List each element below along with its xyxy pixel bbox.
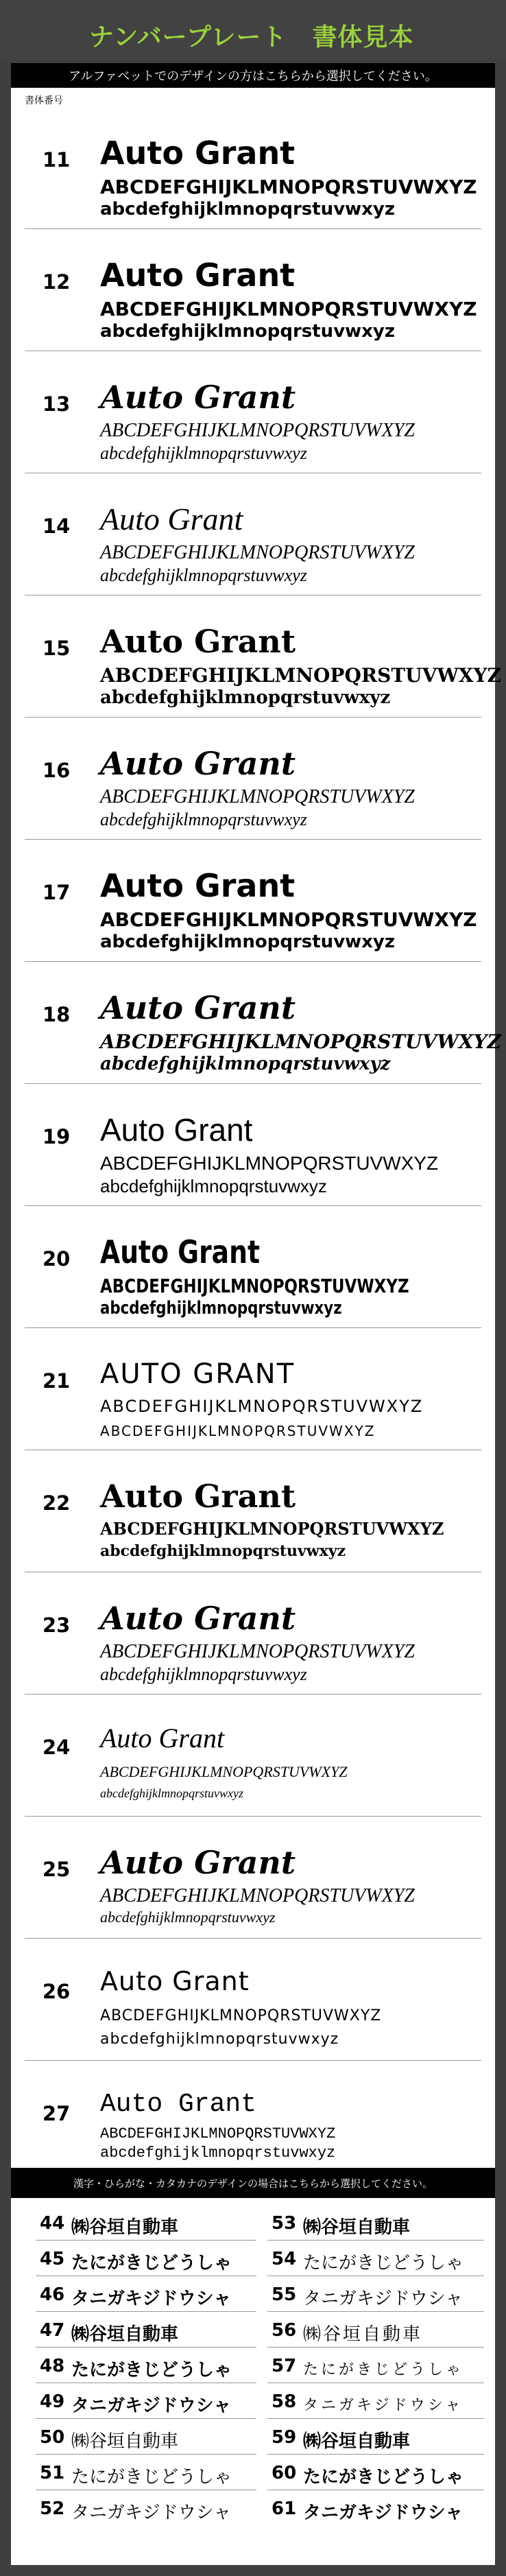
jp-sample: ㈱谷垣自動車 — [303, 2324, 423, 2345]
font-row-16[interactable] — [25, 718, 481, 840]
jp-font-panel — [11, 2198, 495, 2565]
sample-title: Auto Grant — [100, 1844, 296, 1881]
jp-sample: たにがきじどうしゃ — [303, 2253, 464, 2273]
sample-title: Auto Grant — [100, 134, 296, 172]
font-row-20[interactable] — [25, 1206, 481, 1328]
page-header — [0, 0, 506, 60]
jp-sample: タニガキジドウシャ — [71, 2503, 232, 2523]
font-number: 22 — [43, 1491, 71, 1515]
jp-font-row-61[interactable] — [267, 2490, 484, 2526]
font-number: 59 — [272, 2427, 297, 2448]
sample-uppercase: ABCDEFGHIJKLMNOPQRSTUVWXYZ — [100, 1641, 415, 1662]
sample-lowercase: ABCDEFGHIJKLMNOPQRSTUVWXYZ — [100, 1423, 376, 1439]
sample-title: Auto Grant — [100, 379, 296, 416]
font-number: 26 — [43, 1980, 71, 2003]
jp-sample: たにがきじどうしゃ — [71, 2360, 232, 2380]
jp-sample: ㈱谷垣自動車 — [303, 2217, 411, 2238]
sample-uppercase: ABCDEFGHIJKLMNOPQRSTUVWXYZ — [100, 1030, 501, 1053]
sample-lowercase: abcdefghijklmnopqrstuvwxyz — [100, 1176, 327, 1196]
font-number: 44 — [40, 2213, 65, 2234]
jp-font-row-60[interactable] — [267, 2455, 484, 2490]
font-row-21[interactable] — [25, 1328, 481, 1450]
sample-lowercase: abcdefghijklmnopqrstuvwxyz — [100, 1909, 276, 1926]
jp-font-row-52[interactable] — [36, 2490, 256, 2526]
jp-sample: ㈱谷垣自動車 — [71, 2217, 179, 2238]
font-row-13[interactable] — [25, 351, 481, 473]
font-number: 12 — [43, 270, 71, 294]
font-row-24[interactable] — [25, 1694, 481, 1817]
jp-sample: タニガキジドウシャ — [303, 2289, 463, 2309]
sample-uppercase: ABCDEFGHIJKLMNOPQRSTUVWXYZ — [100, 1275, 409, 1297]
font-number: 61 — [272, 2498, 297, 2519]
font-number: 27 — [43, 2102, 71, 2125]
font-number: 16 — [43, 759, 71, 782]
font-row-17[interactable] — [25, 840, 481, 962]
jp-sample: ㈱谷垣自動車 — [303, 2431, 411, 2452]
jp-font-row-45[interactable] — [36, 2241, 256, 2276]
font-row-23[interactable] — [25, 1572, 481, 1694]
font-number: 13 — [43, 392, 71, 416]
sample-uppercase: ABCDEFGHIJKLMNOPQRSTUVWXYZ — [100, 298, 477, 320]
sample-lowercase: abcdefghijklmnopqrstuvwxyz — [100, 810, 307, 829]
sample-lowercase: abcdefghijklmnopqrstuvwxyz — [100, 321, 396, 342]
jp-font-row-57[interactable] — [267, 2348, 484, 2383]
jp-font-row-59[interactable] — [267, 2419, 484, 2455]
font-number-label: 書体番号 — [25, 95, 63, 106]
sample-lowercase: abcdefghijklmnopqrstuvwxyz — [100, 1054, 391, 1074]
font-row-12[interactable] — [25, 229, 481, 351]
font-row-27[interactable] — [25, 2061, 481, 2168]
font-number: 21 — [43, 1369, 71, 1393]
sample-lowercase: abcdefghijklmnopqrstuvwxyz — [100, 2031, 339, 2048]
page-title: ナンバープレート 書体見本 — [89, 23, 414, 51]
jp-sample: たにがきじどうしゃ — [303, 2361, 464, 2378]
jp-sample: たにがきじどうしゃ — [71, 2253, 232, 2273]
sample-uppercase: ABCDEFGHIJKLMNOPQRSTUVWXYZ — [100, 786, 415, 807]
sample-uppercase: ABCDEFGHIJKLMNOPQRSTUVWXYZ — [100, 908, 477, 931]
sample-uppercase: ABCDEFGHIJKLMNOPQRSTUVWXYZ — [100, 664, 501, 687]
font-number: 50 — [40, 2427, 65, 2448]
font-row-14[interactable] — [25, 473, 481, 595]
sample-title: Auto Grant — [100, 1478, 296, 1515]
font-number: 46 — [40, 2284, 65, 2305]
jp-font-row-56[interactable] — [267, 2312, 484, 2348]
font-number: 11 — [43, 148, 71, 172]
sample-lowercase: abcdefghijklmnopqrstuvwxyz — [100, 565, 307, 585]
jp-font-row-49[interactable] — [36, 2383, 256, 2419]
font-number: 45 — [40, 2249, 65, 2269]
jp-sample: たにがきじどうしゃ — [71, 2467, 232, 2488]
sample-title: Auto Grant — [100, 1600, 296, 1637]
font-row-25[interactable] — [25, 1817, 481, 1939]
jp-font-row-50[interactable] — [36, 2419, 256, 2455]
sample-uppercase: ABCDEFGHIJKLMNOPQRSTUVWXYZ — [100, 1397, 424, 1416]
sample-uppercase: ABCDEFGHIJKLMNOPQRSTUVWXYZ — [100, 2007, 382, 2024]
sample-title: Auto Grant — [100, 257, 296, 294]
jp-font-row-47[interactable] — [36, 2312, 256, 2348]
sample-uppercase: ABCDEFGHIJKLMNOPQRSTUVWXYZ — [100, 1763, 348, 1780]
font-row-26[interactable] — [25, 1939, 481, 2061]
sample-title: Auto Grant — [100, 745, 296, 782]
jp-sample: タニガキジドウシャ — [303, 2397, 463, 2414]
jp-sample: ㈱谷垣自動車 — [71, 2431, 179, 2452]
sample-uppercase: ABCDEFGHIJKLMNOPQRSTUVWXYZ — [100, 420, 415, 441]
font-number: 24 — [43, 1736, 71, 1759]
sample-uppercase: ABCDEFGHIJKLMNOPQRSTUVWXYZ — [100, 1519, 444, 1539]
font-row-18[interactable] — [25, 962, 501, 1084]
jp-instruction-bar: 漢字・ひらがな・カタカナのデザインの場合はこちらから選択してください。 — [11, 2168, 495, 2198]
font-number: 48 — [40, 2356, 65, 2376]
sample-title: Auto Grant — [100, 623, 296, 660]
sample-lowercase: abcdefghijklmnopqrstuvwxyz — [100, 932, 396, 952]
font-number: 60 — [272, 2463, 297, 2483]
font-number: 52 — [40, 2498, 65, 2519]
font-row-19[interactable] — [25, 1084, 481, 1206]
sample-lowercase: abcdefghijklmnopqrstuvwxyz — [100, 1542, 346, 1560]
font-number: 47 — [40, 2320, 65, 2341]
sample-title: Auto Grant — [100, 2090, 257, 2119]
jp-sample: タニガキジドウシャ — [71, 2396, 232, 2416]
font-number: 23 — [43, 1614, 71, 1637]
sample-title: Auto Grant — [100, 1723, 225, 1753]
jp-font-row-54[interactable] — [267, 2241, 484, 2276]
sample-lowercase: abcdefghijklmnopqrstuvwxyz — [100, 1298, 342, 1319]
sample-title: Auto Grant — [100, 1966, 250, 1996]
font-row-22[interactable] — [25, 1450, 481, 1572]
sample-uppercase: ABCDEFGHIJKLMNOPQRSTUVWXYZ — [100, 2125, 336, 2142]
font-number: 18 — [43, 1003, 71, 1026]
sample-title: Auto Grant — [100, 1233, 261, 1271]
sample-lowercase: abcdefghijklmnopqrstuvwxyz — [100, 443, 307, 463]
jp-font-row-55[interactable] — [267, 2276, 484, 2312]
sample-title: Auto Grant — [100, 867, 296, 904]
jp-sample: ㈱谷垣自動車 — [71, 2324, 179, 2345]
font-number: 25 — [43, 1858, 71, 1881]
sample-lowercase: abcdefghijklmnopqrstuvwxyz — [100, 1786, 243, 1800]
jp-font-row-53[interactable] — [267, 2205, 484, 2241]
font-number: 55 — [272, 2284, 297, 2305]
sample-uppercase: ABCDEFGHIJKLMNOPQRSTUVWXYZ — [100, 176, 477, 198]
sample-uppercase: ABCDEFGHIJKLMNOPQRSTUVWXYZ — [100, 1885, 415, 1906]
font-number: 14 — [43, 515, 71, 538]
jp-font-row-44[interactable] — [36, 2205, 256, 2241]
alpha-instruction-bar: アルファベットでのデザインの方はこちらから選択してください。 — [11, 63, 495, 88]
sample-uppercase: ABCDEFGHIJKLMNOPQRSTUVWXYZ — [100, 542, 415, 563]
font-number: 54 — [272, 2249, 297, 2269]
font-number: 53 — [272, 2213, 297, 2234]
font-number: 17 — [43, 881, 71, 904]
jp-font-row-46[interactable] — [36, 2276, 256, 2312]
sample-lowercase: abcdefghijklmnopqrstuvwxyz — [100, 1664, 307, 1684]
sample-title: Auto Grant — [100, 1112, 253, 1148]
font-row-15[interactable] — [25, 595, 501, 718]
jp-font-row-58[interactable] — [267, 2383, 484, 2419]
sample-lowercase: abcdefghijklmnopqrstuvwxyz — [100, 687, 391, 708]
jp-sample: たにがきじどうしゃ — [303, 2467, 464, 2488]
font-number: 51 — [40, 2463, 65, 2483]
jp-sample: タニガキジドウシャ — [71, 2289, 232, 2309]
font-number: 20 — [43, 1247, 71, 1271]
sample-title: AUTO GRANT — [100, 1358, 296, 1390]
jp-sample: タニガキジドウシャ — [303, 2503, 463, 2523]
font-row-11[interactable] — [25, 107, 481, 229]
sample-title: Auto Grant — [100, 989, 296, 1026]
sample-uppercase: ABCDEFGHIJKLMNOPQRSTUVWXYZ — [100, 1153, 439, 1174]
sample-lowercase: abcdefghijklmnopqrstuvwxyz — [100, 2144, 336, 2162]
sample-lowercase: abcdefghijklmnopqrstuvwxyz — [100, 199, 396, 220]
jp-font-row-51[interactable] — [36, 2455, 256, 2490]
jp-font-row-48[interactable] — [36, 2348, 256, 2383]
font-number: 19 — [43, 1125, 71, 1148]
font-number: 57 — [272, 2356, 297, 2376]
font-number: 56 — [272, 2320, 297, 2341]
font-number: 15 — [43, 637, 71, 660]
font-number: 58 — [272, 2391, 297, 2412]
font-number: 49 — [40, 2391, 65, 2412]
sample-title: Auto Grant — [100, 501, 243, 536]
